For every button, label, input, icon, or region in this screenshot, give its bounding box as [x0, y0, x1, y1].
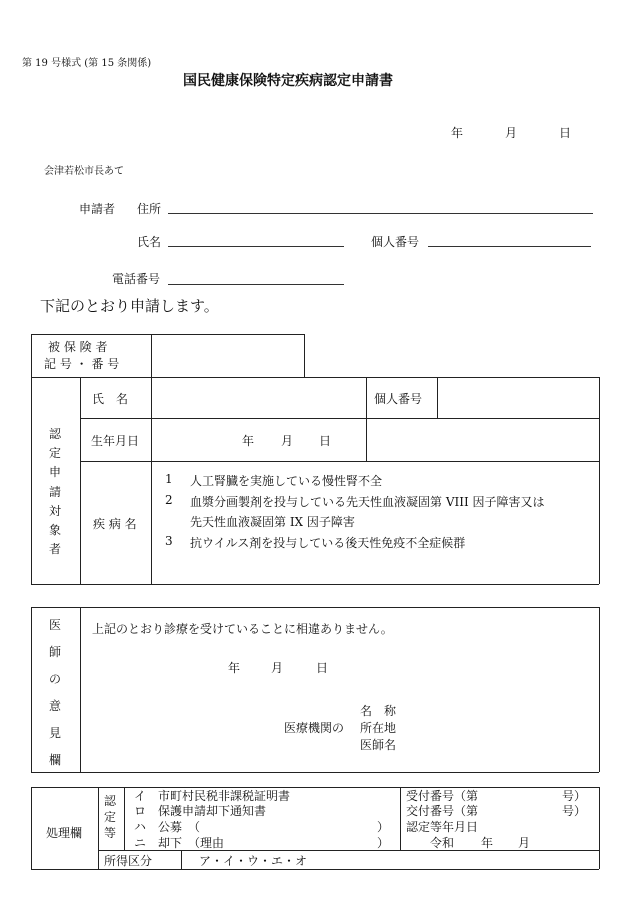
- receipt-number-suffix: 号）: [562, 789, 587, 803]
- disease-2-text-cont: 先天性血液凝固第 IX 因子障害: [190, 515, 355, 529]
- addressee: 会津若松市長あて: [44, 166, 124, 177]
- processing-label: 処理欄: [46, 826, 83, 840]
- form-number: 第 19 号様式 (第 15 条関係): [22, 58, 152, 69]
- applicant-name-field[interactable]: [168, 246, 344, 247]
- institution-name-label: 名 称: [360, 704, 397, 718]
- intro-text: 下記のとおり申請します。: [40, 297, 219, 315]
- cert-year-label: 年: [481, 836, 494, 850]
- address-label: 住所: [137, 202, 162, 216]
- target-personal-number-field[interactable]: [439, 379, 597, 417]
- doctor-statement: 上記のとおり診療を受けていることに相違ありません。: [92, 622, 393, 636]
- page-title: 国民健康保険特定疾病認定申請書: [183, 73, 393, 89]
- phone-field[interactable]: [168, 284, 344, 285]
- applicant-personal-number-field[interactable]: [428, 246, 591, 247]
- birth-label: 生年月日: [91, 434, 140, 448]
- disease-1-text: 人工腎臓を実施している慢性腎不全: [190, 474, 383, 488]
- applicant-personal-number-label: 個人番号: [371, 235, 420, 249]
- cert-date-label: 認定等年月日: [406, 820, 479, 834]
- target-name-label: 氏 名: [92, 392, 129, 406]
- insured-number-field[interactable]: [153, 336, 302, 375]
- nintei-label: 認 定 等: [104, 794, 117, 840]
- doctor-date-day: 日: [316, 661, 329, 675]
- issue-number-label: 交付番号（第: [406, 804, 479, 818]
- doctor-date-year: 年: [228, 661, 241, 675]
- birth-month: 月: [281, 434, 294, 448]
- processing-item-i: イ 市町村民税非課税証明書: [134, 789, 291, 803]
- disease-2-text: 血漿分画製剤を投与している先天性血液凝固第 VIII 因子障害又は: [190, 495, 545, 509]
- target-side-label: 認 定 申 請 対 象 者: [49, 427, 62, 557]
- insured-header-line1: 被 保 険 者: [48, 340, 108, 354]
- disease-3-num: 3: [165, 534, 173, 548]
- address-field[interactable]: [168, 213, 593, 214]
- disease-1-num: 1: [165, 472, 173, 486]
- doctor-side-label: 医 師 の 意 見 欄: [49, 618, 62, 767]
- processing-item-ni: ニ 却下 （理由: [134, 836, 225, 850]
- processing-item-ha: ハ 公募 （: [134, 820, 201, 834]
- disease-2-num: 2: [165, 493, 173, 507]
- applicant-label: 申請者: [79, 202, 116, 216]
- date-month-label: 月: [505, 126, 518, 140]
- institution-label: 医療機関の: [284, 721, 345, 735]
- target-name-field[interactable]: [153, 379, 364, 417]
- disease-label: 疾 病 名: [93, 517, 137, 531]
- cert-month-label: 月: [518, 836, 531, 850]
- processing-item-ro: ロ 保護申請却下通知書: [134, 804, 267, 818]
- birth-day: 日: [319, 434, 332, 448]
- issue-number-suffix: 号）: [562, 804, 587, 818]
- applicant-name-label: 氏名: [137, 235, 162, 249]
- doctor-name-label: 医師名: [360, 738, 397, 752]
- insured-header-line2: 記 号 ・ 番 号: [44, 357, 120, 371]
- birth-year: 年: [242, 434, 255, 448]
- income-label: 所得区分: [104, 854, 153, 868]
- target-personal-number-label: 個人番号: [374, 392, 423, 406]
- phone-label: 電話番号: [112, 272, 161, 286]
- doctor-date-month: 月: [271, 661, 284, 675]
- processing-item-ni-close: ）: [377, 836, 390, 850]
- income-options: ア・イ・ウ・エ・オ: [199, 854, 308, 868]
- institution-address-label: 所在地: [360, 721, 397, 735]
- processing-item-ha-close: ）: [377, 820, 390, 834]
- reiwa-label: 令和: [430, 836, 455, 850]
- receipt-number-label: 受付番号（第: [406, 789, 479, 803]
- disease-3-text: 抗ウイルス剤を投与している後天性免疫不全症候群: [190, 536, 466, 550]
- date-day-label: 日: [559, 126, 572, 140]
- date-year-label: 年: [451, 126, 464, 140]
